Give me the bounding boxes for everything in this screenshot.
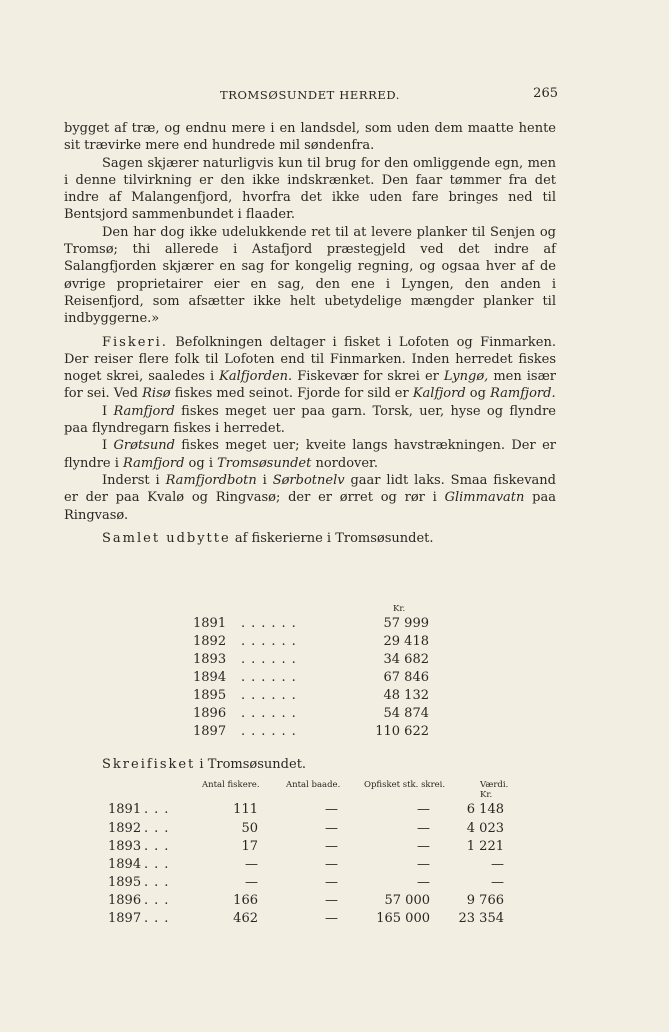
leader-dots: ......: [241, 670, 302, 685]
leader-dots: ......: [241, 688, 302, 703]
place-name: Sørbotnelv: [272, 472, 345, 488]
page-header: [102, 88, 558, 108]
fishers-cell: 50: [241, 821, 258, 836]
year: 1897: [193, 724, 227, 739]
leader-dots: ...: [144, 839, 175, 854]
value-cell: —: [491, 875, 504, 890]
place-name: Risø: [142, 386, 171, 402]
catch-cell: —: [417, 821, 430, 836]
table-row: [108, 875, 508, 893]
body-text: [64, 120, 556, 547]
place-name: Grøtsund: [113, 438, 175, 454]
leader-dots: ......: [241, 616, 302, 631]
year: 1896: [108, 893, 142, 908]
table-row: [193, 634, 433, 652]
paragraph: Sagen skjærer naturligvis kun til brug for den omliggende egn, men i denne tilvirkning er den ikke indskrænket. Den faar tømmer fra det indre af Malangenfjord, hvorfra det ikke uden fare bringes ned til Bentsjord sammenbundet i flaader.: [64, 155, 556, 223]
samlet-title: Samlet udbytte af fiskerierne i Tromsøsundet.: [102, 530, 434, 546]
year: 1897: [108, 911, 142, 926]
fishers-cell: 166: [233, 893, 258, 908]
table-row: [193, 652, 433, 670]
value: 54 874: [383, 706, 429, 721]
catch-cell: —: [417, 802, 430, 817]
column-header-boats: Antal baade.: [286, 780, 341, 790]
paragraph: I Grøtsund fiskes meget uer; kveite langs havstrækningen. Der er flyndre i Ramfjord og i Tromsøsundet nordover.: [64, 438, 556, 471]
place-name: Ramfjord: [123, 455, 185, 471]
fishers-cell: —: [245, 875, 258, 890]
value: 110 622: [375, 724, 429, 739]
value-unit-label: Kr.: [480, 790, 493, 800]
catch-cell: —: [417, 875, 430, 890]
catch-cell: —: [417, 857, 430, 872]
table-row: [193, 688, 433, 706]
year: 1893: [108, 839, 142, 854]
year: 1891: [108, 802, 142, 817]
value-cell: —: [491, 857, 504, 872]
page-number: 265: [533, 86, 558, 101]
place-name: Ramfjord: [113, 403, 175, 419]
boats-cell: —: [325, 893, 338, 908]
column-header-catch: Opfisket stk. skrei.: [364, 780, 446, 790]
leader-dots: ...: [144, 821, 175, 836]
year: 1891: [193, 616, 227, 631]
boats-cell: —: [325, 875, 338, 890]
year: 1896: [193, 706, 227, 721]
value-cell: 6 148: [466, 802, 504, 817]
skreifisket-title: Skreifisket i Tromsøsundet.: [102, 757, 307, 772]
year: 1892: [193, 634, 227, 649]
value: 67 846: [383, 670, 429, 685]
boats-cell: —: [325, 839, 338, 854]
boats-cell: —: [325, 857, 338, 872]
boats-cell: —: [325, 821, 338, 836]
table-row: [108, 802, 508, 820]
leader-dots: ...: [144, 802, 175, 817]
leader-dots: ......: [241, 652, 302, 667]
table-row: [193, 670, 433, 688]
year: 1895: [108, 875, 142, 890]
leader-dots: ...: [144, 911, 175, 926]
running-title: TROMSØSUNDET HERRED.: [220, 88, 401, 102]
fishers-cell: 462: [233, 911, 258, 926]
leader-dots: ......: [241, 634, 302, 649]
value-cell: 9 766: [466, 893, 504, 908]
table-row: [108, 893, 508, 911]
paragraph: bygget af træ, og endnu mere i en landsdel, som uden dem maatte hente sit trævirke mere end hundrede mil søndenfra.: [64, 121, 556, 154]
place-name: Tromsøsundet: [217, 455, 312, 471]
paragraph: Inderst i Ramfjordbotn i Sørbotnelv gaar lidt laks. Smaa fiskevand er der paa Kvalø og Ringvasø; der er ørret og rør i Glimmavatn paa Ringvasø.: [64, 472, 556, 523]
paragraph: Den har dog ikke udelukkende ret til at levere planker til Senjen og Tromsø; thi allerede i Astafjord præstegjeld ved det indre af Salangfjorden skjærer en sag for kongelig regning, og ogsaa hver af de øvrige proprietairer eier en sag, den ene i Lyngen, den anden i Reisenfjord, som afsætter ikke helt ubetydelige mængder planker til indbyggerne.»: [64, 224, 556, 327]
place-name: Kalfjord: [412, 386, 466, 402]
year: 1895: [193, 688, 227, 703]
unit-label: Kr.: [393, 604, 406, 614]
place-name: Ramfjordbotn: [165, 472, 257, 488]
column-header-fishers: Antal fiskere.: [202, 780, 260, 790]
section-heading-fiskeri: Fiskeri.: [102, 334, 168, 350]
boats-cell: —: [325, 802, 338, 817]
value-cell: 1 221: [466, 839, 504, 854]
fishing-paragraph: Fiskeri. Befolkningen deltager i fisket i Lofoten og Finmarken. Der reiser flere folk til Lofoten end til Finmarken. Inden herredet fiskes noget skrei, saaledes i Kalfjorden. Fiskevær for skrei er Lyngø, men især for sei. Ved Risø fiskes med seinot. Fjorde for sild er Kalfjord og Ramfjord.: [64, 334, 557, 402]
table-row: [193, 724, 433, 742]
leader-dots: ......: [241, 706, 302, 721]
place-name: Glimmavatn: [444, 490, 525, 506]
year: 1894: [108, 857, 142, 872]
year: 1893: [193, 652, 227, 667]
leader-dots: ...: [144, 857, 175, 872]
value: 29 418: [383, 634, 429, 649]
table-row: [108, 911, 508, 929]
table-row: [193, 616, 433, 634]
year: 1894: [193, 670, 227, 685]
leader-dots: ...: [144, 893, 175, 908]
column-header-value: Værdi.: [480, 780, 509, 790]
paragraph: I Ramfjord fiskes meget uer paa garn. Torsk, uer, hyse og flyndre paa flyndregarn fiskes i herredet.: [64, 403, 556, 437]
leader-dots: ...: [144, 875, 175, 890]
value-cell: 23 354: [458, 911, 504, 926]
place-name: Lyngø,: [443, 369, 489, 385]
fishers-cell: —: [245, 857, 258, 872]
catch-cell: 165 000: [376, 911, 430, 926]
place-name: Kalfjorden.: [219, 369, 293, 385]
value: 48 132: [383, 688, 429, 703]
catch-cell: —: [417, 839, 430, 854]
catch-cell: 57 000: [384, 893, 430, 908]
fishers-cell: 111: [233, 802, 258, 817]
value-cell: 4 023: [466, 821, 504, 836]
value: 34 682: [383, 652, 429, 667]
fishers-cell: 17: [241, 839, 258, 854]
table-row: [108, 821, 508, 839]
table-row: [108, 857, 508, 875]
table-row: [108, 839, 508, 857]
table-row: [193, 706, 433, 724]
boats-cell: —: [325, 911, 338, 926]
year: 1892: [108, 821, 142, 836]
value: 57 999: [383, 616, 429, 631]
place-name: Ramfjord.: [490, 386, 556, 402]
leader-dots: ......: [241, 724, 302, 739]
